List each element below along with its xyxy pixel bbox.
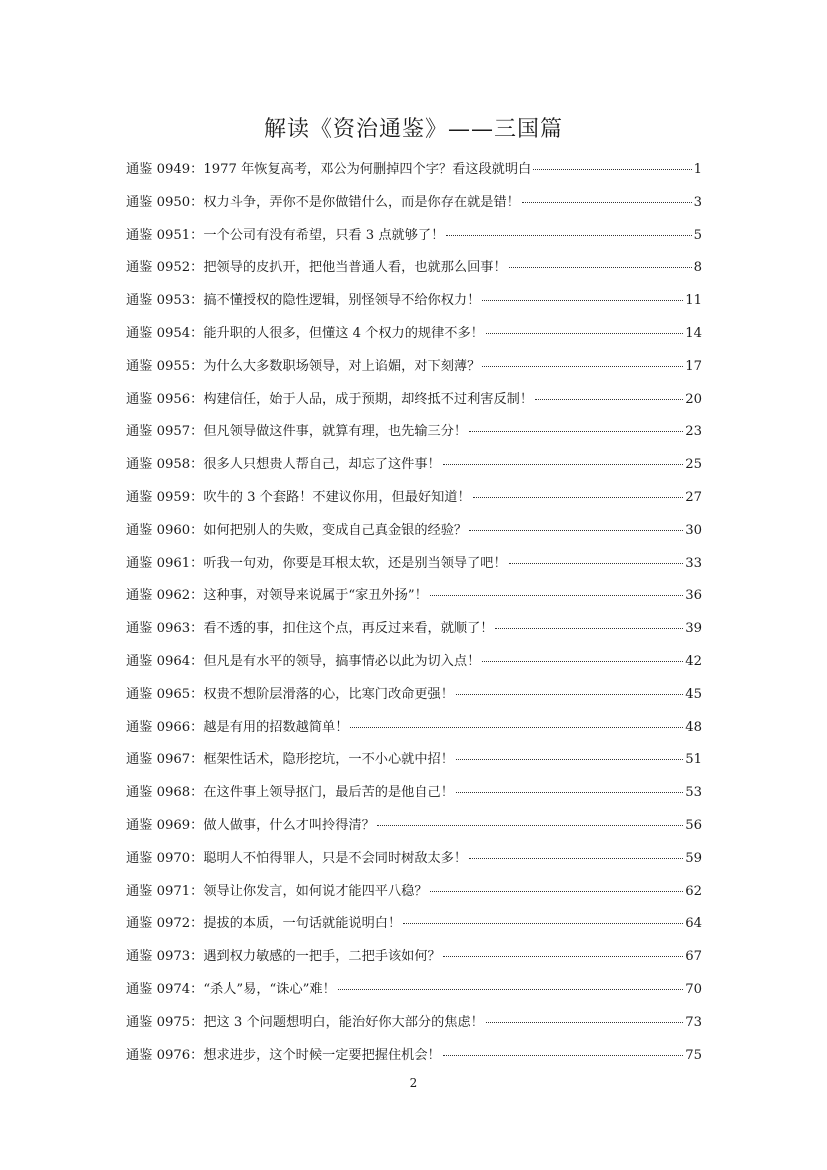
dot-leader xyxy=(446,235,691,236)
toc-entry-page: 1 xyxy=(693,162,702,177)
toc-entry[interactable] xyxy=(126,814,702,847)
toc-entry-page: 75 xyxy=(685,1047,702,1063)
toc-entry[interactable] xyxy=(126,355,702,388)
toc-entry-page: 11 xyxy=(685,293,702,309)
dot-leader xyxy=(350,727,683,728)
toc-entry[interactable] xyxy=(126,716,702,749)
dot-leader xyxy=(535,399,683,400)
toc-entry[interactable] xyxy=(126,781,702,814)
dot-leader xyxy=(482,300,683,301)
toc-entry[interactable] xyxy=(126,650,702,683)
toc-entry-page: 3 xyxy=(693,194,702,210)
toc-entry-page: 45 xyxy=(685,686,702,702)
toc-entry-page: 17 xyxy=(685,358,702,374)
toc-entry-title: 通鉴 0968：在这件事上领导抠门，最后苦的是他自己！ xyxy=(126,785,454,801)
toc-entry[interactable] xyxy=(126,420,702,453)
dot-leader xyxy=(522,202,692,203)
toc-entry[interactable] xyxy=(126,256,702,289)
toc-entry-page: 30 xyxy=(685,522,702,538)
toc-entry-title: 通鉴 0959：吹牛的 3 个套路！不建议你用，但最好知道！ xyxy=(126,489,471,505)
dot-leader xyxy=(430,891,684,892)
toc-entry[interactable] xyxy=(126,847,702,880)
toc-entry-title: 通鉴 0954：能升职的人很多，但懂这 4 个权力的规律不多！ xyxy=(126,325,484,341)
toc-entry[interactable] xyxy=(126,880,702,913)
toc-entry-title: 通鉴 0953：搞不懂授权的隐性逻辑，别怪领导不给你权力！ xyxy=(126,293,481,309)
toc-entry[interactable] xyxy=(126,683,702,716)
dot-leader xyxy=(482,661,683,662)
dot-leader xyxy=(443,956,684,957)
dot-leader xyxy=(509,267,692,268)
toc-entry-page: 70 xyxy=(685,981,702,997)
toc-entry-page: 62 xyxy=(685,883,702,899)
toc-entry-title: 通鉴 0964：但凡是有水平的领导，搞事情必以此为切入点！ xyxy=(126,653,481,669)
toc-entry-page: 8 xyxy=(693,260,702,276)
toc-entry-page: 14 xyxy=(685,325,702,341)
toc-entry[interactable] xyxy=(126,289,702,322)
toc-entry[interactable] xyxy=(126,945,702,978)
toc-entry-page: 64 xyxy=(685,916,702,932)
page-title: 解读《资治通鉴》——三国篇 xyxy=(263,117,563,142)
toc-entry-page: 20 xyxy=(685,391,702,407)
toc-entry-page: 42 xyxy=(685,653,702,669)
toc-entry[interactable] xyxy=(126,748,702,781)
toc-entry[interactable] xyxy=(126,191,702,224)
toc-entry-title: 通鉴 0952：把领导的皮扒开，把他当普通人看，也就那么回事！ xyxy=(126,260,507,276)
toc-entry-page: 5 xyxy=(693,227,702,243)
toc-entry-page: 53 xyxy=(685,785,702,801)
toc-entry-title: 通鉴 0972：提拔的本质，一句话就能说明白！ xyxy=(126,916,402,932)
dot-leader xyxy=(403,923,683,924)
toc-entry-page: 51 xyxy=(685,752,702,768)
dot-leader xyxy=(469,431,683,432)
toc-entry[interactable] xyxy=(126,552,702,585)
toc-entry-page: 67 xyxy=(685,949,702,965)
dot-leader xyxy=(486,333,683,334)
toc-entry-title: 通鉴 0956：构建信任，始于人品，成于预期，却终抵不过利害反制！ xyxy=(126,391,534,407)
toc-entry[interactable] xyxy=(126,978,702,1011)
toc-entry-title: 通鉴 0960：如何把别人的失败，变成自己真金银的经验？ xyxy=(126,522,468,538)
toc-entry-page: 36 xyxy=(685,588,702,604)
toc-entry[interactable] xyxy=(126,1011,702,1044)
toc-entry[interactable] xyxy=(126,584,702,617)
dot-leader xyxy=(443,464,684,465)
dot-leader xyxy=(469,530,683,531)
dot-leader xyxy=(338,989,683,990)
dot-leader xyxy=(430,595,683,596)
toc-entry-title: 通鉴 0976：想求进步，这个时候一定要把握住机会！ xyxy=(126,1047,441,1063)
toc-entry[interactable] xyxy=(126,1044,702,1077)
dot-leader xyxy=(533,169,691,170)
toc-entry-title: 通鉴 0950：权力斗争，弄你不是你做错什么，而是你存在就是错！ xyxy=(126,194,520,210)
toc-entry-page: 33 xyxy=(685,555,702,571)
toc-entry-title: 通鉴 0966：越是有用的招数越简单！ xyxy=(126,719,349,735)
toc-entry-title: 通鉴 0951：一个公司有没有希望，只看 3 点就够了！ xyxy=(126,227,445,243)
toc-entry[interactable] xyxy=(126,322,702,355)
toc-entry-page: 25 xyxy=(685,457,702,473)
dot-leader xyxy=(377,825,683,826)
toc-entry-title: 通鉴 0969：做人做事，什么才叫拎得清？ xyxy=(126,817,375,833)
toc-entry[interactable] xyxy=(126,912,702,945)
page-number: 2 xyxy=(409,1076,418,1090)
toc-entry[interactable] xyxy=(126,617,702,650)
toc-entry-page: 59 xyxy=(685,850,702,866)
toc-entry-page: 27 xyxy=(685,489,702,505)
toc-entry-title: 通鉴 0949：1977 年恢复高考，邓公为何删掉四个字？看这段就明白 xyxy=(126,162,532,177)
toc-entry-title: 通鉴 0973：遇到权力敏感的一把手，二把手该如何？ xyxy=(126,949,441,965)
dot-leader xyxy=(473,497,684,498)
toc-entry[interactable] xyxy=(126,224,702,257)
dot-leader xyxy=(509,563,684,564)
dot-leader xyxy=(443,1055,684,1056)
dot-leader xyxy=(486,1022,683,1023)
toc-entry-page: 73 xyxy=(685,1014,702,1030)
toc-entry-title: 通鉴 0955：为什么大多数职场领导，对上谄媚，对下刻薄？ xyxy=(126,358,481,374)
toc-entry-title: 通鉴 0958：很多人只想贵人帮自己，却忘了这件事！ xyxy=(126,457,441,473)
dot-leader xyxy=(495,628,683,629)
dot-leader xyxy=(456,759,683,760)
toc-entry-title: 通鉴 0961：听我一句劝，你要是耳根太软，还是别当领导了吧！ xyxy=(126,555,507,571)
dot-leader xyxy=(482,366,683,367)
toc-entry-title: 通鉴 0962：这种事，对领导来说属于“家丑外扬”！ xyxy=(126,588,428,604)
dot-leader xyxy=(456,694,683,695)
toc-entry-title: 通鉴 0971：领导让你发言，如何说才能四平八稳？ xyxy=(126,883,428,899)
toc-entry-title: 通鉴 0970：聪明人不怕得罪人，只是不会同时树敌太多！ xyxy=(126,850,468,866)
toc-entry-page: 23 xyxy=(685,424,702,440)
toc-entry-page: 39 xyxy=(685,621,702,637)
dot-leader xyxy=(469,858,683,859)
toc-entry-title: 通鉴 0957：但凡领导做这件事，就算有理，也先输三分！ xyxy=(126,424,468,440)
dot-leader xyxy=(456,792,683,793)
toc-entry-title: 通鉴 0967：框架性话术，隐形挖坑，一不小心就中招！ xyxy=(126,752,454,768)
toc-entry[interactable] xyxy=(126,519,702,552)
toc-entry-page: 56 xyxy=(685,817,702,833)
toc-entry[interactable] xyxy=(126,486,702,519)
toc-entry-title: 通鉴 0963：看不透的事，扣住这个点，再反过来看，就顺了！ xyxy=(126,621,494,637)
toc-entry[interactable] xyxy=(126,158,702,191)
toc-entry-page: 48 xyxy=(685,719,702,735)
table-of-contents xyxy=(126,158,702,1076)
toc-entry[interactable] xyxy=(126,388,702,421)
toc-entry-title: 通鉴 0974：“杀人”易，“诛心”难！ xyxy=(126,981,336,997)
toc-entry-title: 通鉴 0975：把这 3 个问题想明白，能治好你大部分的焦虑！ xyxy=(126,1014,484,1030)
toc-entry-title: 通鉴 0965：权贵不想阶层滑落的心，比寒门改命更强！ xyxy=(126,686,454,702)
toc-entry[interactable] xyxy=(126,453,702,486)
